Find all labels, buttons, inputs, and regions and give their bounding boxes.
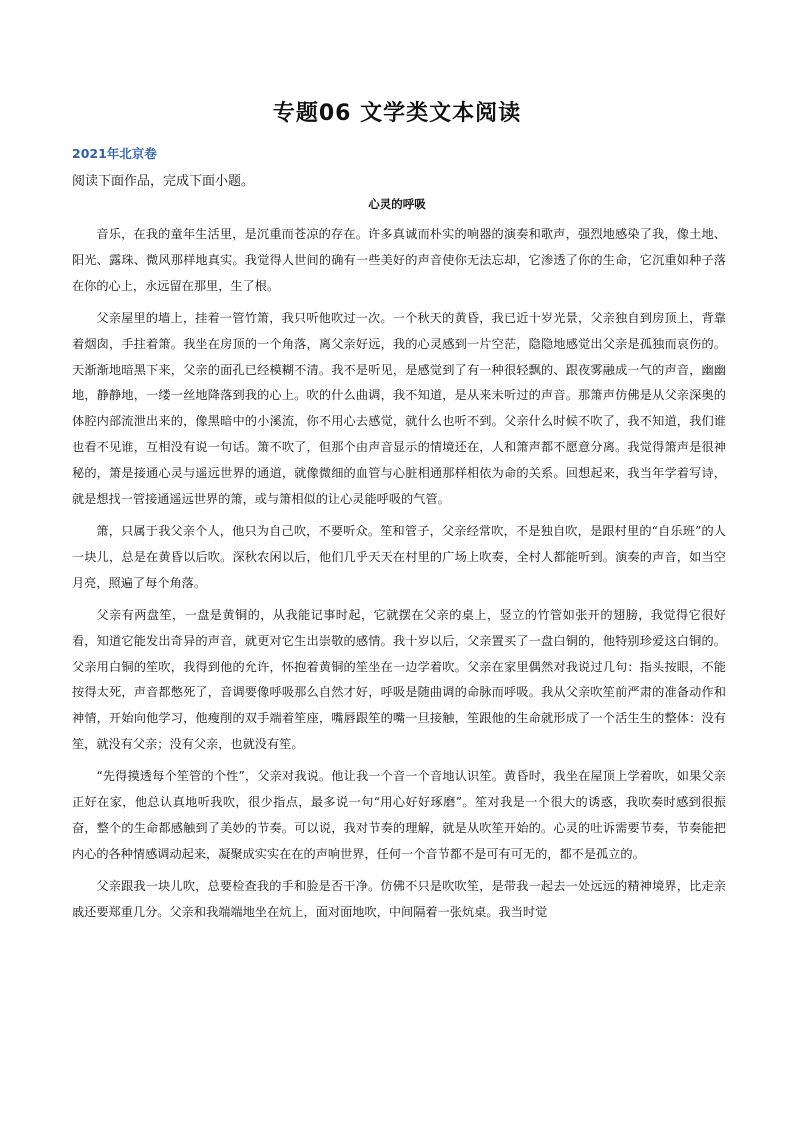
article-paragraph: “先得摸透每个笙管的个性”，父亲对我说。他让我一个音一个音地认识笙。黄昏时，我坐在屋顶上学着吹，如果父亲正好在家，他总认真地听我吹，很少指点，最多说一句“用心好好琢磨”。笙对我是一个很大的诱惑，我吹奏时感到很振奋，整个的生命都感触到了美妙的节奏。可以说，我对节奏的理解，就是从吹笙开始的。心灵的吐诉需要节奏，节奏能把内心的各种情感调动起来，凝聚成实实在在的声响世界，任何一个音节都不是可有可无的，都不是孤立的。 <box>72 769 726 861</box>
article-paragraph: 箫，只属于我父亲个人，他只为自己吹，不要听众。笙和管子，父亲经常吹，不是独自吹，是跟村里的“自乐班”的人一块儿，总是在黄昏以后吹。深秋农闲以后，他们几乎天天在村里的广场上吹奏，全村人都能听到。演奏的声音，如当空月亮，照遍了每个角落。 <box>72 523 726 590</box>
article-paragraph: 父亲跟我一块儿吹，总要检查我的手和脸是否干净。仿佛不只是吹吹笙，是带我一起去一处远远的精神境界，比走亲戚还要郑重几分。父亲和我端端地坐在炕上，面对面地吹，中间隔着一张炕桌。我当时觉 <box>72 878 726 919</box>
article-paragraph: 父亲屋里的墙上，挂着一管竹箫，我只听他吹过一次。一个秋天的黄昏，我已近十岁光景，父亲独自到房顶上，背靠着烟囱，手拄着箫。我坐在房顶的一个角落，离父亲好远，我的心灵感到一片空茫，隐隐地感觉出父亲是孤独而哀伤的。天渐渐地暗黑下来，父亲的面孔已经模糊不清。我不是听见，是感觉到了有一种很轻飘的、跟夜雾融成一气的声音，幽幽地，静静地，一缕一丝地降落到我的心上。吹的什么曲调，我不知道，是从来未听过的声音。那箫声仿佛是从父亲深奥的体腔内部流泄出来的，像黑暗中的小溪流，你不用心去感觉，就什么也听不到。父亲什么时候不吹了，我不知道，我们谁也看不见谁，互相没有说一句话。箫不吹了，但那个由声音显示的情境还在，人和箫声都不愿意分离。我觉得箫声是很神秘的，箫是接通心灵与遥远世界的通道，就像微细的血管与心脏相通那样相依为命的关系。回想起来，我当年学着写诗，就是想找一管接通遥远世界的箫，或与箫相似的让心灵能呼吸的气管。 <box>72 310 726 507</box>
article-body <box>72 222 726 932</box>
exam-source-label: 2021年北京卷 <box>72 146 157 161</box>
document-title: 专题06 文学类文本阅读 <box>272 101 522 126</box>
article-title: 心灵的呼吸 <box>368 197 426 211</box>
instruction-text: 阅读下面作品，完成下面小题。 <box>72 174 255 189</box>
article-paragraph: 音乐，在我的童年生活里，是沉重而苍凉的存在。许多真诚而朴实的响器的演奏和歌声，强烈地感染了我，像土地、阳光、露珠、微风那样地真实。我觉得人世间的确有一些美好的声音使你无法忘却，它渗透了你的生命，它沉重如种子落在你的心上，永远留在那里，生了根。 <box>72 227 726 293</box>
article-paragraph: 父亲有两盘笙，一盘是黄铜的，从我能记事时起，它就摆在父亲的桌上，竖立的竹管如张开的翅膀，我觉得它很好看，知道它能发出奇异的声音，就更对它生出崇敬的感情。我十岁以后，父亲置买了一盘白铜的，他特别珍爱这白铜的。父亲用白铜的笙吹，我得到他的允许，怀抱着黄铜的笙坐在一边学着吹。父亲在家里偶然对我说过几句：指头按眼，不能按得太死，声音都憋死了，音调要像呼吸那么自然才好，呼吸是随曲调的命脉而呼吸。我从父亲吹笙前严肃的准备动作和神情，开始向他学习，他瘦削的双手端着笙座，嘴唇跟笙的嘴一旦接触，笙跟他的生命就形成了一个活生生的整体：没有笙，就没有父亲；没有父亲，也就没有笙。 <box>72 607 726 752</box>
